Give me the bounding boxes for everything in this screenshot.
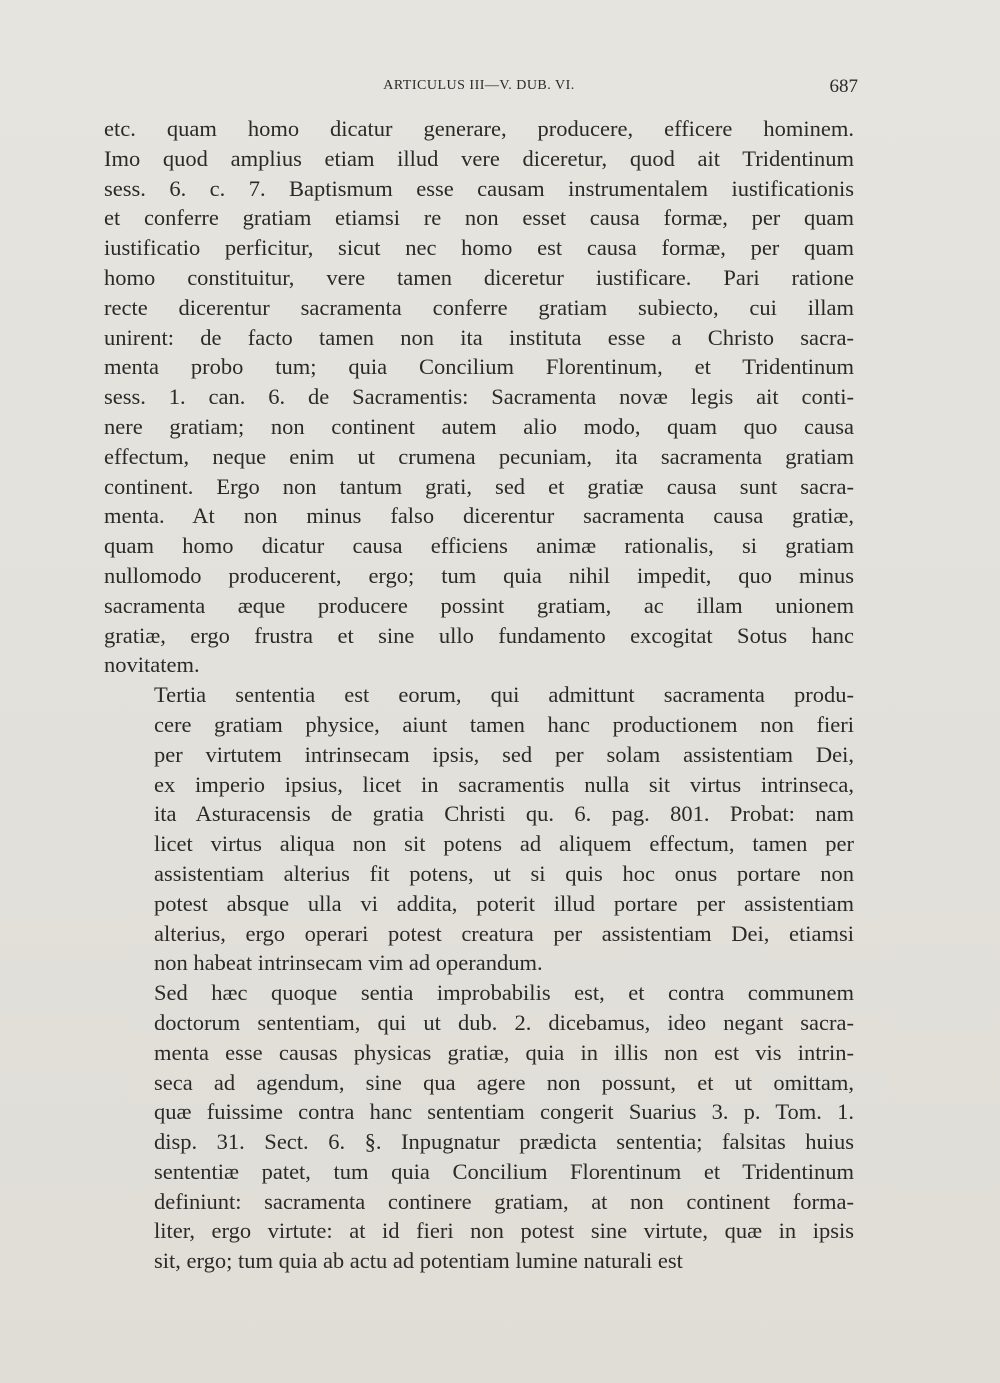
text-line: doctorum sententiam, qui ut dub. 2. dicebamus, ideo negant sacra-	[154, 1009, 854, 1035]
text-line: ex imperio ipsius, licet in sacramentis nulla sit virtus intrinseca,	[154, 771, 854, 797]
text-line: seca ad agendum, sine qua agere non possunt, et ut omittam,	[154, 1069, 854, 1095]
text-line: nere gratiam; non continent autem alio modo, quam quo causa	[104, 413, 854, 439]
text-line: Imo quod amplius etiam illud vere diceretur, quod ait Tridentinum	[104, 145, 854, 171]
paragraph-1	[104, 114, 854, 680]
text-line: sess. 1. can. 6. de Sacramentis: Sacramenta novæ legis ait conti-	[104, 384, 854, 410]
text-line: sacramenta æque producere possint gratiam, ac illam unionem	[104, 592, 854, 618]
text-line: quæ fuissime contra hanc sententiam congerit Suarius 3. p. Tom. 1.	[154, 1099, 854, 1125]
text-line: assistentiam alterius fit potens, ut si quis hoc onus portare non	[154, 860, 854, 886]
text-line: gratiæ, ergo frustra et sine ullo fundamento excogitat Sotus hanc	[104, 622, 854, 648]
text-line: ita Asturacensis de gratia Christi qu. 6. pag. 801. Probat: nam	[154, 801, 854, 827]
text-line: continent. Ergo non tantum grati, sed et gratiæ causa sunt sacra-	[104, 473, 854, 499]
text-line: Sed hæc quoque sentia improbabilis est, et contra communem	[154, 980, 854, 1006]
text-line: sententiæ patet, tum quia Concilium Florentinum et Tridentinum	[154, 1158, 854, 1184]
text-line: homo constituitur, vere tamen diceretur iustificare. Pari ratione	[104, 264, 854, 290]
text-line: menta. At non minus falso dicerentur sacramenta causa gratiæ,	[104, 503, 854, 529]
text-line: unirent: de facto tamen non ita instituta esse a Christo sacra-	[104, 324, 854, 350]
text-line: potest absque ulla vi addita, poterit illud portare per assistentiam	[154, 890, 854, 916]
text-line: licet virtus aliqua non sit potens ad aliquem effectum, tamen per	[154, 831, 854, 857]
text-line: cere gratiam physice, aiunt tamen hanc productionem non fieri	[154, 711, 854, 737]
text-line: non habeat intrinsecam vim ad operandum.	[154, 950, 543, 976]
text-line: novitatem.	[104, 652, 200, 678]
text-line: effectum, neque enim ut crumena pecuniam, ita sacramenta gratiam	[104, 443, 854, 469]
text-line: liter, ergo virtute: at id fieri non potest sine virtute, quæ in ipsis	[154, 1218, 854, 1244]
text-line: quam homo dicatur causa efficiens animæ rationalis, si gratiam	[104, 533, 854, 559]
text-line: etc. quam homo dicatur generare, producere, efficere hominem.	[104, 116, 854, 141]
text-line: per virtutem intrinsecam ipsis, sed per solam assistentiam Dei,	[154, 741, 854, 767]
text-line: sess. 6. c. 7. Baptismum esse causam instrumentalem iustificationis	[104, 175, 854, 201]
text-line: alterius, ergo operari potest creatura per assistentiam Dei, etiamsi	[154, 920, 854, 946]
text-line: menta esse causas physicas gratiæ, quia in illis non est vis intrin-	[154, 1039, 854, 1065]
running-head-title: ARTICULUS III—V. DUB. VI.	[383, 78, 575, 93]
text-line: menta probo tum; quia Concilium Florentinum, et Tridentinum	[104, 354, 854, 380]
text-line: sit, ergo; tum quia ab actu ad potentiam lumine naturali est	[154, 1248, 683, 1274]
text-line: et conferre gratiam etiamsi re non esset causa formæ, per quam	[104, 205, 854, 231]
text-line: iustificatio perficitur, sicut nec homo est causa formæ, per quam	[104, 235, 854, 261]
running-head	[104, 74, 858, 102]
body-text	[104, 114, 854, 1276]
paragraph-3	[104, 978, 854, 1276]
text-line: definiunt: sacramenta continere gratiam, at non continent forma-	[154, 1188, 854, 1214]
text-line: disp. 31. Sect. 6. §. Inpugnatur prædicta sententia; falsitas huius	[154, 1129, 854, 1155]
text-line: recte dicerentur sacramenta conferre gratiam subiecto, cui illam	[104, 294, 854, 320]
text-line: Tertia sententia est eorum, qui admittunt sacramenta produ-	[154, 682, 854, 708]
text-line: nullomodo producerent, ergo; tum quia nihil impedit, quo minus	[104, 562, 854, 588]
page-number: 687	[829, 76, 858, 97]
paragraph-2	[104, 680, 854, 978]
